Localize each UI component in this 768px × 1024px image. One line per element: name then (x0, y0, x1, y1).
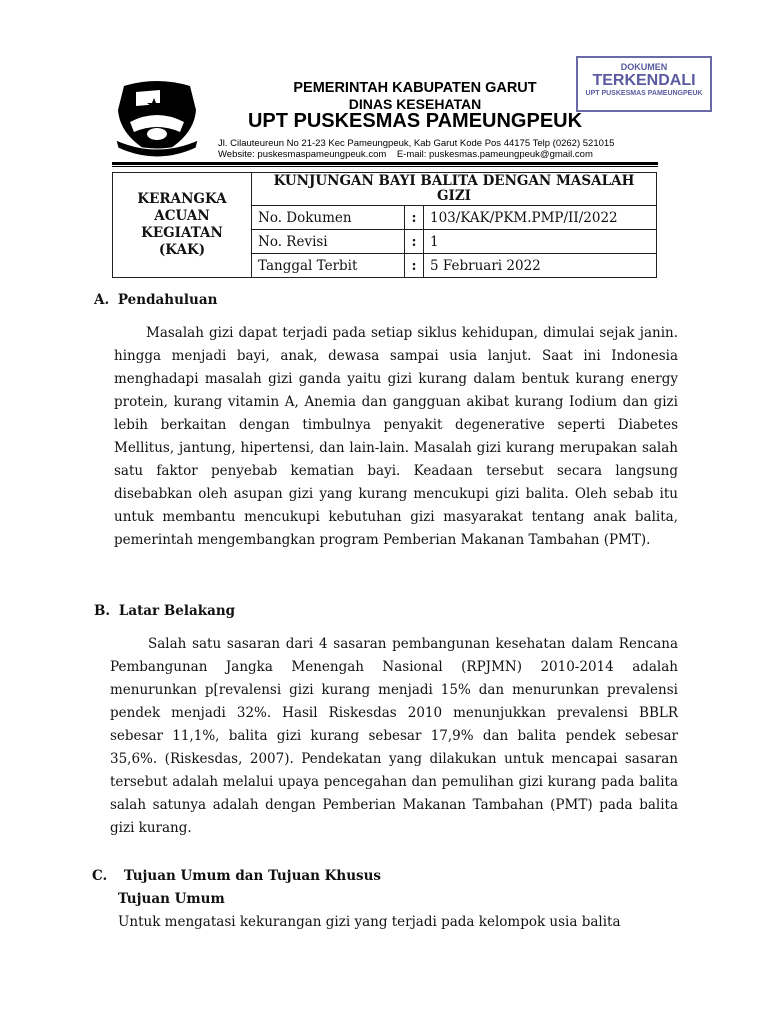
stamp-bottom: UPT PUSKESMAS PAMEUNGPEUK (585, 90, 703, 97)
section-c-title: Tujuan Umum dan Tujuan Khusus (123, 868, 382, 884)
garut-logo (110, 78, 205, 160)
row-sep: : (405, 254, 424, 278)
row-sep: : (405, 206, 424, 230)
row-value: 1 (424, 230, 657, 254)
section-b-title: Latar Belakang (118, 603, 236, 619)
section-b-text: Salah satu sasaran dari 4 sasaran pembangunan kesehatan dalam Rencana Pembangunan Jangka Menengah Nasional (RPJMN) 2010-2014 adalah menurunkan p[revalensi gizi kurang menjadi 15% dan menurunkan prevalensi pendek menjadi 32%. Hasil Riskesdas 2010 menunjukkan prevalensi BBLR sebesar 11,1%, balita gizi kurang sebesar 17,9% dan balita pendek sebesar 35,6%. (Riskesdas, 2007). Pendekatan yang dilakukan untuk mencapai sasaran tersebut adalah melalui upaya pencegahan dan pemulihan gizi kurang pada balita salah satunya adalah dengan Pemberian Makanan Tambahan (PMT) pada balita gizi kurang. (110, 636, 678, 836)
section-b-heading (94, 603, 235, 619)
letterhead-agency: DINAS KESEHATAN (348, 96, 482, 112)
letterhead-divider-thin (112, 166, 658, 167)
section-b-letter: B. (94, 603, 111, 619)
letterhead-contact: Website: puskesmaspameungpeuk.com E-mail: puskesmas.pameungpeuk@gmail.com (218, 149, 593, 160)
stamp-top: DOKUMEN (620, 62, 668, 72)
section-c-text: Untuk mengatasi kekurangan gizi yang terjadi pada kelompok usia balita (118, 914, 621, 930)
row-sep: : (405, 230, 424, 254)
letterhead-divider (112, 162, 658, 165)
row-key: No. Revisi (252, 230, 405, 254)
row-key: Tanggal Terbit (252, 254, 405, 278)
section-a-heading (94, 292, 217, 308)
kak-label: KERANGKA ACUAN KEGIATAN (KAK) (113, 173, 252, 278)
section-a-title: Pendahuluan (117, 292, 218, 308)
section-c-heading (92, 868, 381, 884)
section-c-subheading: Tujuan Umum (118, 891, 225, 907)
section-c-letter: C. (92, 868, 108, 884)
section-a-text: Masalah gizi dapat terjadi pada setiap siklus kehidupan, dimulai sejak janin. hingga menjadi bayi, anak, dewasa sampai usia lanjut. Saat ini Indonesia menghadapi masalah gizi ganda yaitu gizi kurang dalam bentuk kurang energy protein, kurang vitamin A, Anemia dan gangguan akibat kurang Iodium dan gizi lebih berkaitan dengan timbulnya penyakit degenerative seperti Diabetes Mellitus, jantung, hipertensi, dan lain-lain. Masalah gizi kurang merupakan salah satu faktor penyebab kematian bayi. Keadaan tersebut secara langsung disebabkan oleh asupan gizi yang kurang mencukupi gizi balita. Oleh sebab itu untuk membantu mencukupi kebutuhan gizi masyarakat tentang anak balita, pemerintah mengembangkan program Pemberian Makanan Tambahan (PMT). (114, 325, 678, 548)
section-a-letter: A. (94, 292, 110, 308)
document-info-table (112, 172, 657, 278)
controlled-document-stamp (576, 56, 712, 112)
row-key: No. Dokumen (252, 206, 405, 230)
letterhead-address: Jl. Cilauteureun No 21-23 Kec Pameungpeuk, Kab Garut Kode Pos 44175 Telp (0262) 521015 (218, 138, 615, 149)
row-value: 103/KAK/PKM.PMP/II/2022 (424, 206, 657, 230)
stamp-middle: TERKENDALI (592, 72, 696, 89)
row-value: 5 Februari 2022 (424, 254, 657, 278)
activity-title: KUNJUNGAN BAYI BALITA DENGAN MASALAH GIZI (252, 173, 657, 206)
letterhead-government: PEMERINTAH KABUPATEN GARUT (293, 80, 537, 96)
letterhead-institution: UPT PUSKESMAS PAMEUNGPEUK (247, 110, 583, 132)
